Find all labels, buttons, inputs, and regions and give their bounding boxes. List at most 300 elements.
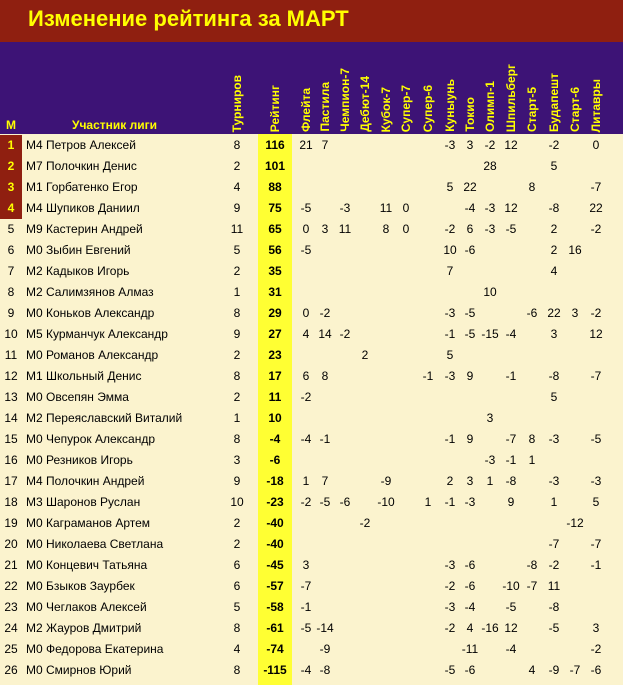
event-delta xyxy=(523,366,541,387)
event-delta: -4 xyxy=(505,327,517,341)
event-delta xyxy=(481,345,499,366)
table-row xyxy=(0,345,623,366)
event-delta: -7 xyxy=(590,537,602,551)
event-delta xyxy=(419,534,437,555)
event-delta: -3 xyxy=(339,201,351,215)
event-delta: -2 xyxy=(444,579,456,593)
tournaments-count: 4 xyxy=(233,180,241,194)
participant-name: М0 Николаева Светлана xyxy=(26,537,164,551)
event-delta xyxy=(356,471,374,492)
title-bar xyxy=(0,0,623,42)
event-delta: -8 xyxy=(319,663,331,677)
tournaments-count: 8 xyxy=(233,306,241,320)
header-event-10: Шпильберг xyxy=(504,63,518,132)
event-delta xyxy=(566,177,584,198)
tournaments-count: 11 xyxy=(230,222,244,236)
event-delta: -2 xyxy=(590,306,602,320)
table-row xyxy=(0,324,623,345)
event-delta: 9 xyxy=(466,432,474,446)
participant-name: М2 Кадыков Игорь xyxy=(26,264,130,278)
header-event-12: Будапешт xyxy=(547,73,561,132)
event-delta xyxy=(377,639,395,660)
rating-value: -74 xyxy=(266,642,284,656)
header-rating: Рейтинг xyxy=(268,84,282,132)
event-delta: -9 xyxy=(380,474,392,488)
event-delta xyxy=(377,282,395,303)
event-delta xyxy=(377,177,395,198)
event-delta xyxy=(356,324,374,345)
row-number: 7 xyxy=(7,264,15,278)
row-number: 18 xyxy=(4,495,18,509)
event-delta: 1 xyxy=(424,495,432,509)
event-delta xyxy=(397,408,415,429)
event-delta: -4 xyxy=(300,432,312,446)
event-delta xyxy=(566,450,584,471)
event-delta xyxy=(523,513,541,534)
event-delta: -8 xyxy=(505,474,517,488)
event-delta xyxy=(419,408,437,429)
header-event-0: Флейта xyxy=(299,87,313,132)
row-number: 15 xyxy=(4,432,18,446)
event-delta xyxy=(419,303,437,324)
event-delta xyxy=(336,660,354,681)
event-delta xyxy=(419,198,437,219)
event-delta: -1 xyxy=(505,369,517,383)
event-delta xyxy=(356,408,374,429)
event-delta xyxy=(356,450,374,471)
event-delta xyxy=(523,618,541,639)
event-delta xyxy=(356,219,374,240)
event-delta xyxy=(566,471,584,492)
event-delta: -3 xyxy=(464,495,476,509)
event-delta xyxy=(316,534,334,555)
rating-value: -23 xyxy=(266,495,284,509)
participant-name: М0 Чепурок Александр xyxy=(26,432,156,446)
header-participant: Участник лиги xyxy=(72,118,157,132)
event-delta: -3 xyxy=(484,453,496,467)
event-delta xyxy=(566,282,584,303)
participant-name: М1 Школьный Денис xyxy=(26,369,142,383)
event-delta xyxy=(523,408,541,429)
event-delta xyxy=(316,555,334,576)
event-delta: 22 xyxy=(463,180,477,194)
participant-name: М2 Салимзянов Алмаз xyxy=(26,285,154,299)
event-delta xyxy=(316,408,334,429)
event-delta xyxy=(397,156,415,177)
event-delta xyxy=(523,219,541,240)
event-delta: -9 xyxy=(548,663,560,677)
row-number: 20 xyxy=(4,537,18,551)
event-delta: 2 xyxy=(446,474,454,488)
event-delta: 7 xyxy=(321,138,329,152)
event-delta xyxy=(336,555,354,576)
table-row xyxy=(0,408,623,429)
event-delta xyxy=(481,261,499,282)
event-delta xyxy=(397,450,415,471)
tournaments-count: 6 xyxy=(233,579,241,593)
event-delta xyxy=(566,198,584,219)
event-delta: -2 xyxy=(548,558,560,572)
event-delta xyxy=(336,450,354,471)
event-delta: -3 xyxy=(590,474,602,488)
event-delta: -6 xyxy=(590,663,602,677)
event-delta: 0 xyxy=(402,222,410,236)
event-delta: 22 xyxy=(547,306,561,320)
event-delta xyxy=(297,177,315,198)
event-delta xyxy=(587,240,605,261)
event-delta: -12 xyxy=(566,516,584,530)
header-event-9: Олимп-1 xyxy=(483,81,497,132)
event-delta xyxy=(356,555,374,576)
event-delta xyxy=(419,555,437,576)
event-delta: 6 xyxy=(466,222,474,236)
event-delta: -1 xyxy=(319,432,331,446)
event-delta xyxy=(502,555,520,576)
event-delta: 9 xyxy=(466,369,474,383)
event-delta: 3 xyxy=(571,306,579,320)
tournaments-count: 2 xyxy=(233,348,241,362)
event-delta: 4 xyxy=(302,327,310,341)
event-delta xyxy=(377,534,395,555)
event-delta xyxy=(523,198,541,219)
participant-name: М5 Курманчук Александр xyxy=(26,327,168,341)
participant-name: М0 Бзыков Заурбек xyxy=(26,579,135,593)
event-delta xyxy=(545,408,563,429)
rating-value: -18 xyxy=(266,474,284,488)
event-delta xyxy=(502,156,520,177)
event-delta xyxy=(523,156,541,177)
table-row xyxy=(0,219,623,240)
event-delta xyxy=(356,387,374,408)
event-delta xyxy=(419,156,437,177)
event-delta xyxy=(316,156,334,177)
event-delta xyxy=(397,492,415,513)
participant-name: М9 Кастерин Андрей xyxy=(26,222,143,236)
event-delta: 5 xyxy=(550,390,558,404)
event-delta xyxy=(336,639,354,660)
event-delta xyxy=(356,597,374,618)
rating-value: 88 xyxy=(268,180,282,194)
event-delta xyxy=(502,387,520,408)
event-delta xyxy=(481,597,499,618)
tournaments-count: 3 xyxy=(233,453,241,467)
event-delta xyxy=(545,513,563,534)
event-delta xyxy=(502,534,520,555)
event-delta: -5 xyxy=(548,621,560,635)
table-row xyxy=(0,471,623,492)
event-delta: -2 xyxy=(300,495,312,509)
event-delta xyxy=(523,324,541,345)
tournaments-count: 2 xyxy=(233,264,241,278)
event-delta xyxy=(356,177,374,198)
tournaments-count: 9 xyxy=(233,474,241,488)
event-delta xyxy=(523,135,541,156)
event-delta xyxy=(356,366,374,387)
event-delta xyxy=(397,555,415,576)
event-delta xyxy=(297,450,315,471)
header-event-6: Супер-6 xyxy=(421,84,435,132)
event-delta: -1 xyxy=(444,327,456,341)
event-delta xyxy=(419,471,437,492)
event-delta xyxy=(481,534,499,555)
event-delta: 28 xyxy=(483,159,497,173)
table-row xyxy=(0,555,623,576)
event-delta xyxy=(419,387,437,408)
event-delta xyxy=(502,240,520,261)
event-delta xyxy=(397,597,415,618)
event-delta xyxy=(377,366,395,387)
event-delta xyxy=(566,219,584,240)
event-delta: -11 xyxy=(461,642,479,656)
event-delta: 8 xyxy=(528,432,536,446)
event-delta: 0 xyxy=(302,222,310,236)
rating-value: 75 xyxy=(268,201,282,215)
rating-value: -115 xyxy=(263,663,287,677)
event-delta: -9 xyxy=(319,642,331,656)
row-number: 25 xyxy=(4,642,18,656)
event-delta xyxy=(297,261,315,282)
header-event-1: Пастила xyxy=(318,82,332,132)
event-delta xyxy=(336,156,354,177)
event-delta: 12 xyxy=(504,201,518,215)
event-delta: -4 xyxy=(464,201,476,215)
event-delta xyxy=(545,177,563,198)
event-delta xyxy=(377,303,395,324)
event-delta xyxy=(356,156,374,177)
row-number: 10 xyxy=(4,327,18,341)
event-delta: -10 xyxy=(377,495,395,509)
header-event-8: Токио xyxy=(463,97,477,132)
event-delta: 21 xyxy=(299,138,313,152)
tournaments-count: 5 xyxy=(233,243,241,257)
event-delta xyxy=(356,240,374,261)
event-delta xyxy=(397,576,415,597)
event-delta: -6 xyxy=(339,495,351,509)
event-delta xyxy=(419,450,437,471)
event-delta xyxy=(419,513,437,534)
event-delta xyxy=(419,282,437,303)
rating-value: 11 xyxy=(268,390,282,404)
event-delta xyxy=(397,261,415,282)
event-delta xyxy=(566,534,584,555)
header-event-2: Чемпион-7 xyxy=(338,68,352,132)
event-delta xyxy=(566,576,584,597)
tournaments-count: 10 xyxy=(230,495,244,509)
event-delta: 12 xyxy=(504,138,518,152)
participant-name: М4 Полочкин Андрей xyxy=(26,474,145,488)
rating-value: 116 xyxy=(265,138,285,152)
rating-value: 10 xyxy=(268,411,282,425)
event-delta xyxy=(545,345,563,366)
event-delta xyxy=(545,282,563,303)
event-delta xyxy=(377,513,395,534)
row-number: 4 xyxy=(0,198,22,219)
tournaments-count: 5 xyxy=(233,600,241,614)
tournaments-count: 8 xyxy=(233,663,241,677)
event-delta: -2 xyxy=(300,390,312,404)
event-delta xyxy=(481,240,499,261)
participant-name: М7 Полочкин Денис xyxy=(26,159,137,173)
event-delta xyxy=(336,303,354,324)
rating-value: -57 xyxy=(266,579,284,593)
event-delta xyxy=(377,576,395,597)
event-delta: -2 xyxy=(548,138,560,152)
participant-name: М0 Федорова Екатерина xyxy=(26,642,164,656)
participant-name: М0 Чеглаков Алексей xyxy=(26,600,147,614)
event-delta xyxy=(523,240,541,261)
rating-value: 27 xyxy=(268,327,282,341)
participant-name: М0 Зыбин Евгений xyxy=(26,243,131,257)
event-delta xyxy=(397,240,415,261)
event-delta xyxy=(441,450,459,471)
event-delta: 3 xyxy=(321,222,329,236)
event-delta xyxy=(587,513,605,534)
event-delta xyxy=(587,597,605,618)
event-delta xyxy=(336,261,354,282)
event-delta xyxy=(336,366,354,387)
event-delta: 11 xyxy=(547,579,561,593)
event-delta xyxy=(481,513,499,534)
event-delta xyxy=(316,345,334,366)
event-delta xyxy=(419,639,437,660)
event-delta: 3 xyxy=(550,327,558,341)
event-delta xyxy=(566,387,584,408)
table-row xyxy=(0,513,623,534)
event-delta xyxy=(523,282,541,303)
event-delta xyxy=(566,345,584,366)
event-delta: -1 xyxy=(444,495,456,509)
header-event-14: Литавры xyxy=(589,78,603,132)
event-delta: 8 xyxy=(382,222,390,236)
header-event-13: Старт-6 xyxy=(568,87,582,132)
event-delta xyxy=(587,408,605,429)
event-delta: -1 xyxy=(422,369,434,383)
participant-name: М4 Шупиков Даниил xyxy=(26,201,140,215)
event-delta: -2 xyxy=(444,222,456,236)
event-delta xyxy=(566,429,584,450)
event-delta xyxy=(419,261,437,282)
event-delta xyxy=(356,492,374,513)
rating-value: -6 xyxy=(269,453,281,467)
event-delta: -2 xyxy=(339,327,351,341)
event-delta: -14 xyxy=(316,621,334,635)
event-delta: -3 xyxy=(548,474,560,488)
event-delta: -4 xyxy=(505,642,517,656)
event-delta xyxy=(356,618,374,639)
event-delta xyxy=(397,366,415,387)
row-number: 22 xyxy=(4,579,18,593)
event-delta xyxy=(336,282,354,303)
event-delta: 0 xyxy=(302,306,310,320)
event-delta xyxy=(377,408,395,429)
header-event-7: Куныунь xyxy=(443,79,457,132)
event-delta: -3 xyxy=(444,369,456,383)
event-delta xyxy=(461,261,479,282)
tournaments-count: 8 xyxy=(233,432,241,446)
event-delta xyxy=(356,135,374,156)
rating-value: -40 xyxy=(266,516,284,530)
event-delta: -5 xyxy=(300,201,312,215)
event-delta: -15 xyxy=(481,327,499,341)
event-delta xyxy=(461,387,479,408)
event-delta: -5 xyxy=(319,495,331,509)
event-delta xyxy=(566,597,584,618)
event-delta: -3 xyxy=(444,600,456,614)
event-delta: -5 xyxy=(505,600,517,614)
event-delta: -2 xyxy=(319,306,331,320)
page-title: Изменение рейтинга за МАРТ xyxy=(28,6,349,31)
event-delta xyxy=(316,177,334,198)
event-delta: -16 xyxy=(481,621,499,635)
rating-value: 17 xyxy=(268,369,282,383)
event-delta: 1 xyxy=(486,474,494,488)
event-delta xyxy=(419,429,437,450)
event-delta xyxy=(397,471,415,492)
event-delta xyxy=(316,198,334,219)
event-delta xyxy=(297,156,315,177)
event-delta xyxy=(523,345,541,366)
table-row xyxy=(0,303,623,324)
event-delta xyxy=(523,492,541,513)
event-delta xyxy=(377,324,395,345)
event-delta: -7 xyxy=(569,663,581,677)
tournaments-count: 9 xyxy=(233,327,241,341)
event-delta: 5 xyxy=(446,180,454,194)
row-number: 1 xyxy=(0,135,22,156)
event-delta xyxy=(297,345,315,366)
event-delta: 5 xyxy=(592,495,600,509)
event-delta: -3 xyxy=(444,306,456,320)
participant-name: М0 Коньков Александр xyxy=(26,306,155,320)
event-delta xyxy=(397,345,415,366)
event-delta xyxy=(419,597,437,618)
row-number: 11 xyxy=(4,348,18,362)
event-delta xyxy=(566,639,584,660)
event-delta: 8 xyxy=(528,180,536,194)
event-delta: -10 xyxy=(502,579,520,593)
event-delta: -2 xyxy=(590,642,602,656)
rating-value: 56 xyxy=(268,243,282,257)
event-delta xyxy=(297,282,315,303)
event-delta xyxy=(397,513,415,534)
event-delta: 3 xyxy=(466,138,474,152)
tournaments-count: 2 xyxy=(233,159,241,173)
event-delta: 3 xyxy=(466,474,474,488)
tournaments-count: 6 xyxy=(233,558,241,572)
tournaments-count: 1 xyxy=(233,285,241,299)
header-tournaments: Турниров xyxy=(230,74,244,132)
event-delta xyxy=(316,576,334,597)
event-delta: 1 xyxy=(302,474,310,488)
table-row xyxy=(0,639,623,660)
header-event-3: Дебют-14 xyxy=(358,76,372,132)
participant-name: М0 Романов Александр xyxy=(26,348,159,362)
event-delta xyxy=(481,303,499,324)
event-delta xyxy=(481,576,499,597)
event-delta: 16 xyxy=(568,243,582,257)
event-delta xyxy=(377,387,395,408)
event-delta xyxy=(587,345,605,366)
participant-name: М0 Концевич Татьяна xyxy=(26,558,148,572)
event-delta: -4 xyxy=(464,600,476,614)
row-number: 17 xyxy=(4,474,18,488)
event-delta: -5 xyxy=(444,663,456,677)
event-delta: -3 xyxy=(444,558,456,572)
event-delta xyxy=(523,597,541,618)
event-delta xyxy=(397,303,415,324)
event-delta xyxy=(502,660,520,681)
event-delta: 3 xyxy=(486,411,494,425)
